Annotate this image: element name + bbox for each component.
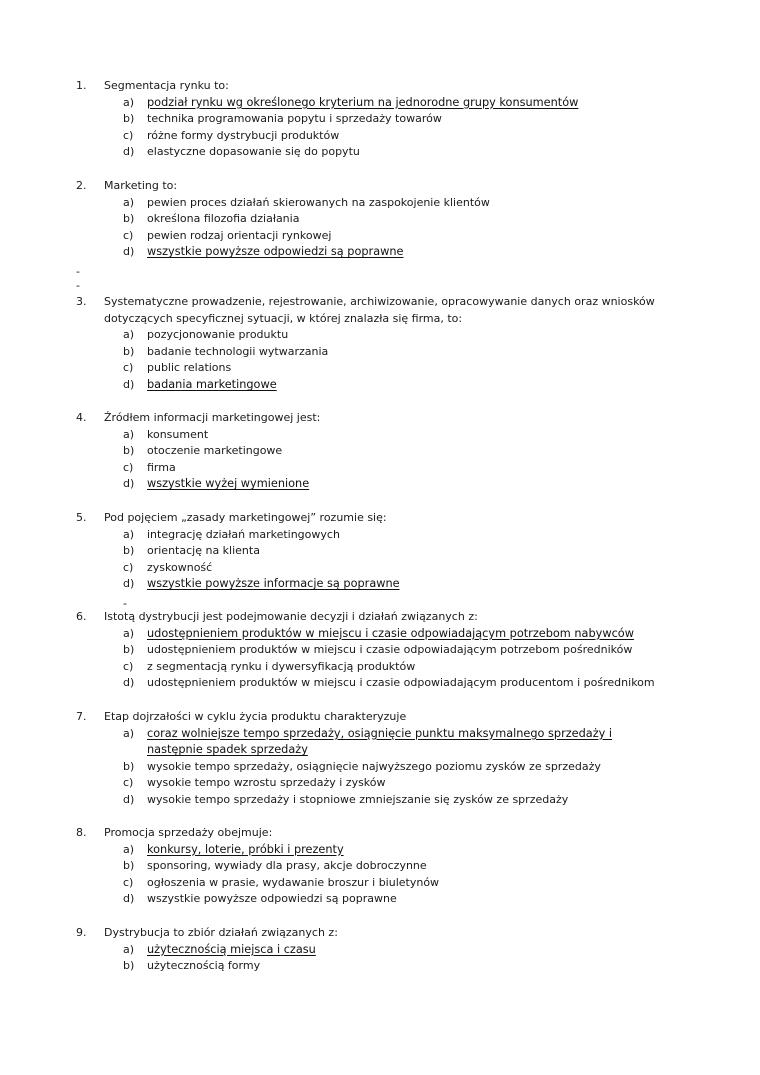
option-text: wysokie tempo sprzedaży i stopniowe zmniejszanie się zysków ze sprzedaży xyxy=(147,792,569,806)
question-text: Promocja sprzedaży obejmuje: xyxy=(104,826,273,839)
option-a xyxy=(76,95,696,112)
question-number: 3. xyxy=(76,295,87,308)
separator-dash: - xyxy=(76,265,80,278)
option-c xyxy=(76,228,696,245)
question-text: Źródłem informacji marketingowej jest: xyxy=(104,411,321,424)
option-letter: a) xyxy=(123,942,135,956)
option-letter: a) xyxy=(123,195,135,209)
option-letter: d) xyxy=(123,892,135,906)
question-text: Segmentacja rynku to: xyxy=(104,79,229,92)
option-d xyxy=(76,244,696,261)
option-letter: b) xyxy=(123,544,135,558)
question-9 xyxy=(76,925,696,975)
option-a xyxy=(76,626,696,643)
option-text: użytecznością formy xyxy=(147,959,261,973)
option-letter: a) xyxy=(123,95,135,109)
option-text: udostępnieniem produktów w miejscu i czasie odpowiadającym potrzebom pośredników xyxy=(147,643,633,657)
question-text: Pod pojęciem „zasady marketingowej” rozumie się: xyxy=(104,511,387,524)
option-b xyxy=(76,759,696,776)
option-text: zyskowność xyxy=(147,560,213,574)
option-letter: d) xyxy=(123,245,135,259)
option-d xyxy=(76,377,696,394)
option-letter: b) xyxy=(123,859,135,873)
option-b xyxy=(76,344,696,361)
option-text: sponsoring, wywiady dla prasy, akcje dobroczynne xyxy=(147,859,427,873)
option-letter: d) xyxy=(123,377,135,391)
option-letter: d) xyxy=(123,145,135,159)
separator-dash: - xyxy=(76,279,80,292)
option-letter: c) xyxy=(123,128,134,142)
option-text: ogłoszenia w prasie, wydawanie broszur i biuletynów xyxy=(147,875,440,889)
option-letter: c) xyxy=(123,361,134,375)
option-a xyxy=(76,427,696,444)
option-b xyxy=(76,111,696,128)
question-text: Marketing to: xyxy=(104,179,178,192)
option-text: pewien proces działań skierowanych na zaspokojenie klientów xyxy=(147,195,490,209)
question-number: 6. xyxy=(76,610,87,623)
option-c xyxy=(76,875,696,892)
question-4 xyxy=(76,410,696,493)
option-letter: b) xyxy=(123,112,135,126)
option-text-correct: wszystkie powyższe odpowiedzi są poprawne xyxy=(147,245,404,259)
option-text-correct: badania marketingowe xyxy=(147,377,277,391)
option-letter: c) xyxy=(123,776,134,790)
option-a xyxy=(76,527,696,544)
option-b xyxy=(76,443,696,460)
option-text-correct: udostępnieniem produktów w miejscu i czasie odpowiadającym potrzebom nabywców xyxy=(147,626,634,640)
option-d xyxy=(76,792,696,809)
option-d xyxy=(76,576,696,593)
option-text: firma xyxy=(147,460,176,474)
question-number: 8. xyxy=(76,826,87,839)
option-letter: d) xyxy=(123,477,135,491)
option-text-correct: wszystkie powyższe informacje są poprawne xyxy=(147,577,400,591)
option-letter: c) xyxy=(123,560,134,574)
question-number: 5. xyxy=(76,511,87,524)
option-letter: a) xyxy=(123,842,135,856)
option-text: udostępnieniem produktów w miejscu i czasie odpowiadającym producentom i pośrednikom xyxy=(147,676,655,690)
option-text: public relations xyxy=(147,361,232,375)
option-a xyxy=(76,942,696,959)
option-b xyxy=(76,858,696,875)
option-text-correct: wszystkie wyżej wymienione xyxy=(147,477,310,491)
option-d xyxy=(76,144,696,161)
option-letter: a) xyxy=(123,726,135,740)
separator-dash: - xyxy=(123,597,127,610)
question-5 xyxy=(76,510,696,593)
option-text: otoczenie marketingowe xyxy=(147,444,283,458)
option-letter: c) xyxy=(123,228,134,242)
question-3 xyxy=(76,294,696,394)
question-6 xyxy=(76,609,696,692)
option-text: różne formy dystrybucji produktów xyxy=(147,128,340,142)
option-text-correct: użytecznością miejsca i czasu xyxy=(147,942,316,956)
option-letter: a) xyxy=(123,626,135,640)
option-text: pewien rodzaj orientacji rynkowej xyxy=(147,228,332,242)
option-letter: b) xyxy=(123,759,135,773)
option-letter: c) xyxy=(123,460,134,474)
option-c xyxy=(76,659,696,676)
option-letter: c) xyxy=(123,659,134,673)
question-number: 9. xyxy=(76,926,87,939)
option-text-correct: podział rynku wg określonego kryterium na jednorodne grupy konsumentów xyxy=(147,95,579,109)
option-text: z segmentacją rynku i dywersyfikacją produktów xyxy=(147,659,416,673)
option-letter: c) xyxy=(123,875,134,889)
option-text: orientację na klienta xyxy=(147,544,260,558)
option-text: konsument xyxy=(147,427,209,441)
option-c xyxy=(76,775,696,792)
question-number: 7. xyxy=(76,710,87,723)
option-letter: d) xyxy=(123,792,135,806)
question-number: 4. xyxy=(76,411,87,424)
option-c xyxy=(76,460,696,477)
option-letter: b) xyxy=(123,643,135,657)
option-b xyxy=(76,958,696,975)
option-text-correct: konkursy, loterie, próbki i prezenty xyxy=(147,842,344,856)
question-text: Istotą dystrybucji jest podejmowanie decyzji i działań związanych z: xyxy=(104,610,478,623)
option-d xyxy=(76,476,696,493)
option-letter: a) xyxy=(123,527,135,541)
option-letter: b) xyxy=(123,212,135,226)
question-text: Etap dojrzałości w cyklu życia produktu charakteryzuje xyxy=(104,710,407,723)
option-text: badanie technologii wytwarzania xyxy=(147,344,329,358)
option-c xyxy=(76,128,696,145)
option-letter: d) xyxy=(123,676,135,690)
option-letter: b) xyxy=(123,344,135,358)
option-letter: a) xyxy=(123,427,135,441)
option-a xyxy=(76,327,696,344)
option-b xyxy=(76,211,696,228)
option-letter: a) xyxy=(123,328,135,342)
option-letter: b) xyxy=(123,959,135,973)
question-2 xyxy=(76,178,696,261)
option-text: elastyczne dopasowanie się do popytu xyxy=(147,145,360,159)
option-a xyxy=(76,726,696,759)
option-b xyxy=(76,543,696,560)
option-letter: b) xyxy=(123,444,135,458)
question-text: Dystrybucja to zbiór działań związanych z: xyxy=(104,926,338,939)
question-number: 2. xyxy=(76,179,87,192)
question-7 xyxy=(76,709,696,809)
option-c xyxy=(76,360,696,377)
option-d xyxy=(76,891,696,908)
question-number: 1. xyxy=(76,79,87,92)
option-text: pozycjonowanie produktu xyxy=(147,328,289,342)
option-c xyxy=(76,560,696,577)
question-text: Systematyczne prowadzenie, rejestrowanie, archiwizowanie, opracowywanie danych oraz wniosków dotyczących specyficznej sytuacji, w której znalazła się firma, to: xyxy=(104,295,655,325)
option-text-correct: coraz wolniejsze tempo sprzedaży, osiągnięcie punktu maksymalnego sprzedaży i następnie spadek sprzedaży xyxy=(147,726,613,757)
question-8 xyxy=(76,825,696,908)
option-text: określona filozofia działania xyxy=(147,212,300,226)
question-1 xyxy=(76,78,696,161)
option-a xyxy=(76,842,696,859)
option-text: wszystkie powyższe odpowiedzi są poprawne xyxy=(147,892,397,906)
option-letter: d) xyxy=(123,577,135,591)
option-text: wysokie tempo sprzedaży, osiągnięcie najwyższego poziomu zysków ze sprzedaży xyxy=(147,759,601,773)
option-b xyxy=(76,642,696,659)
option-text: wysokie tempo wzrostu sprzedaży i zysków xyxy=(147,776,386,790)
option-d xyxy=(76,675,696,692)
option-a xyxy=(76,195,696,212)
option-text: technika programowania popytu i sprzedaży towarów xyxy=(147,112,442,126)
option-text: integrację działań marketingowych xyxy=(147,527,340,541)
